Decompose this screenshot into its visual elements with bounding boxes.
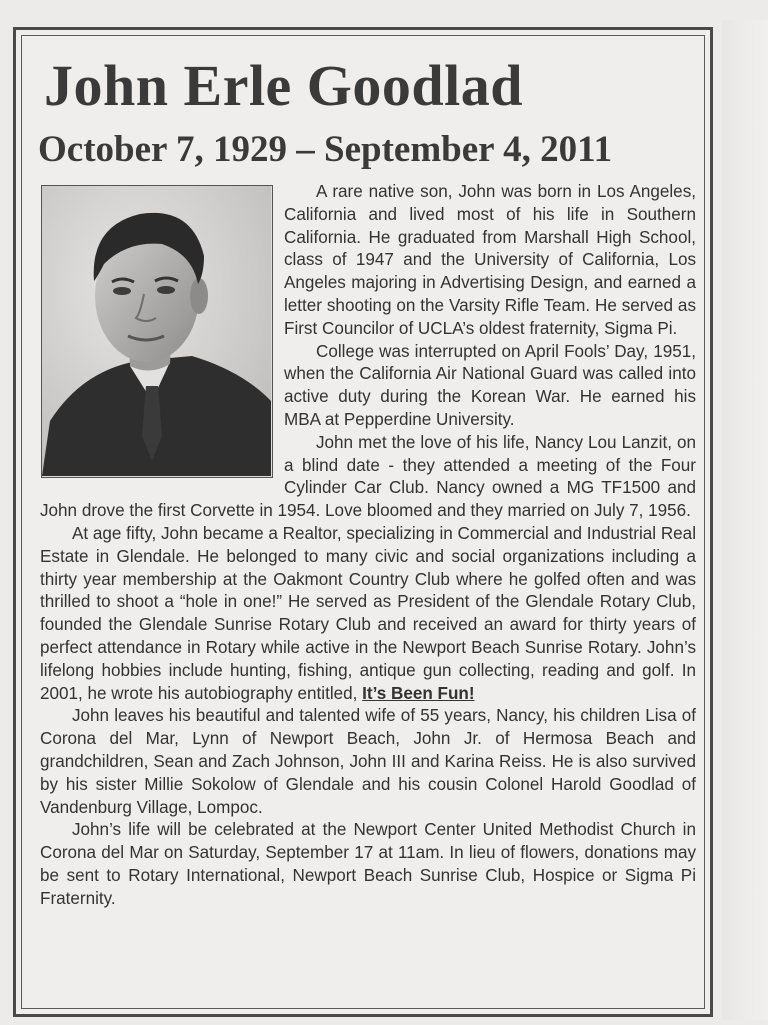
obituary-body <box>40 181 696 911</box>
autobiography-title: It’s Been Fun! <box>362 683 475 703</box>
deceased-name: John Erle Goodlad <box>44 53 524 118</box>
obituary-inner-border <box>21 35 705 1009</box>
paragraph-early-life: A rare native son, John was born in Los Angeles, California and lived most of his life in Southern California. He graduated from Marshall High School, class of 1947 and the University of California, Los Angeles majoring in Advertising Design, and earned a letter shooting on the Varsity Rifle Team. He served as First Councilor of UCLA’s oldest fraternity, Sigma Pi. <box>284 182 696 338</box>
paragraph-survivors: John leaves his beautiful and talented wife of 55 years, Nancy, his children Lisa of Corona del Mar, Lynn of Newport Beach, John Jr. of Hermosa Beach and grandchildren, Sean and Zach Johnson, John III and Karina Reiss. He is also survived by his sister Millie Sokolow of Glendale and his cousin Colonel Harold Goodlad of Vandenburg Village, Lompoc. <box>40 706 696 817</box>
obituary-clipping <box>13 27 713 1017</box>
paragraph-career <box>40 523 696 705</box>
life-dates: October 7, 1929 – September 4, 2011 <box>38 129 613 170</box>
photo-spacer <box>40 181 284 483</box>
adjacent-page-bleed <box>722 20 768 1020</box>
career-text: At age fifty, John became a Realtor, specializing in Commercial and Industrial Real Estate in Glendale. He belonged to many civic and social organizations including a thirty year membership at the Oakmont Country Club where he golfed often and was thrilled to shoot a “hole in one!” He served as President of the Glendale Rotary Club, founded the Glendale Sunrise Rotary Club and received an award for thirty years of perfect attendance in Rotary while active in the Newport Beach Sunrise Rotary. John’s lifelong hobbies include hunting, fishing, antique gun collecting, reading and golf. In 2001, he wrote his autobiography entitled, <box>40 523 696 703</box>
paragraph-military-service: College was interrupted on April Fools’ Day, 1951, when the California Air National Guard was called into active duty during the Korean War. He earned his MBA at Pepperdine University. <box>284 341 696 429</box>
paragraph-marriage: John met the love of his life, Nancy Lou Lanzit, on a blind date - they attended a meeting of the Four Cylinder Car Club. Nancy owned a MG TF1500 and John drove the first Corvette in 1954. Love bloomed and they married on July 7, 1956. <box>40 432 696 521</box>
paragraph-service: John’s life will be celebrated at the Newport Center United Methodist Church in Corona del Mar on Saturday, September 17 at 11am. In lieu of flowers, donations may be sent to Rotary International, Newport Beach Sunrise Club, Hospice or Sigma Pi Fraternity. <box>40 820 696 908</box>
